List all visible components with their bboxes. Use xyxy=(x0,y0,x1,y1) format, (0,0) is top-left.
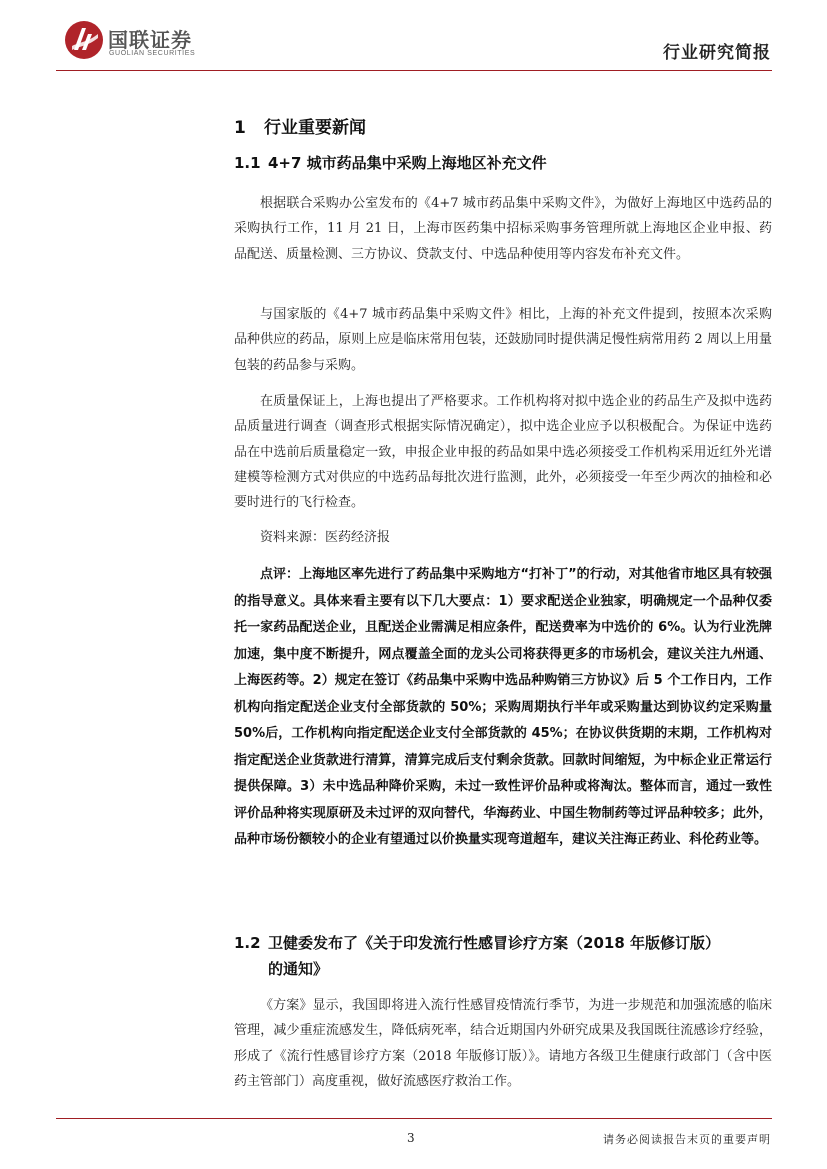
source-note: 资料来源：医药经济报 xyxy=(260,530,391,545)
logo-text-cn: 国联证券 xyxy=(108,28,192,52)
disclaimer-note: 请务必阅读报告末页的重要声明 xyxy=(603,1133,771,1146)
page-header xyxy=(0,0,827,76)
paragraph: 《方案》显示，我国即将进入流行性感冒疫情流行季节，为进一步规范和加强流感的临床管理，减少重症流感发生，降低病死率，结合近期国内外研究成果及我国既往流感诊疗经验，形成了《流行性感冒诊疗方案（2018 年版修订版）》。请地方各级卫生健康行政部门（含中医药主管部门）高度重视，做好流感医疗救治工作。 xyxy=(234,998,772,1089)
section-1-2-heading xyxy=(234,930,720,982)
section-number: 1.1 xyxy=(234,154,261,172)
header-divider xyxy=(56,70,772,71)
section-number: 1 xyxy=(234,118,246,138)
paragraph: 根据联合采购办公室发布的《4+7 城市药品集中采购文件》，为做好上海地区中选药品的采购执行工作，11 月 21 日，上海市医药集中招标采购事务管理所就上海地区企业申报、药品配送、质量检测、三方协议、贷款支付、中选品种使用等内容发布补充文件。 xyxy=(234,196,772,262)
section-title-line2: 的通知》 xyxy=(268,960,329,978)
section-1-heading xyxy=(234,113,366,138)
footer-divider xyxy=(56,1118,772,1119)
report-type-label: 行业研究简报 xyxy=(663,43,771,63)
company-logo xyxy=(64,20,234,64)
section-title: 行业重要新闻 xyxy=(264,118,366,138)
section-title: 4+7 城市药品集中采购上海地区补充文件 xyxy=(268,154,547,172)
analyst-comment: 点评：上海地区率先进行了药品集中采购地方“打补丁”的行动，对其他省市地区具有较强的指导意义。具体来看主要有以下几大要点：1）要求配送企业独家，明确规定一个品种仅委托一家药品配送企业，且配送企业需满足相应条件，配送费率为中选价的 6%。认为行业洗牌加速，集中度不断提升，网点覆盖全面的龙头公司将获得更多的市场机会，建议关注九州通、上海医药等。2）规定在签订《药品集中采购中选品种购销三方协议》后 5 个工作日内，工作机构向指定配送企业支付全部货款的 50%；采购周期执行半年或采购量达到协议约定采购量 50%后，工作机构向指定配送企业支付全部货款的 45%；在协议供货期的末期，工作机构对指定配送企业货款进行清算，清算完成后支付剩余货款。回款时间缩短，为中标企业正常运行提供保障。3）未中选品种降价采购，未过一致性评价品种或将淘汰。整体而言，通过一致性评价品种将实现原研及未过评的双向替代，华海药业、中国生物制药等过评品种较多；此外，品种市场份额较小的企业有望通过以价换量实现弯道超车，建议关注海正药业、科伦药业等。 xyxy=(234,567,772,847)
paragraph: 与国家版的《4+7 城市药品集中采购文件》相比，上海的补充文件提到，按照本次采购品种供应的药品，原则上应是临床常用包装，还鼓励同时提供满足慢性病常用药 2 周以上用量包装的药品参与采购。 xyxy=(234,307,772,373)
section-number: 1.2 xyxy=(234,934,261,952)
section-1-1-heading xyxy=(234,150,547,176)
section-title-line1: 卫健委发布了《关于印发流行性感冒诊疗方案（2018 年版修订版） xyxy=(268,934,720,952)
paragraph: 在质量保证上，上海也提出了严格要求。工作机构将对拟中选企业的药品生产及拟中选药品质量进行调查（调查形式根据实际情况确定），拟中选企业应予以积极配合。为保证中选药品在中选前后质量稳定一致，申报企业申报的药品如果中选必须接受工作机构采用近红外光谱建模等检测方式对供应的中选药品每批次进行监测，此外，必须接受一年至少两次的抽检和必要时进行的飞行检查。 xyxy=(234,394,772,511)
page-number: 3 xyxy=(407,1131,415,1145)
logo-text-en: GUOLIAN SECURITIES xyxy=(109,50,196,57)
logo-mark-icon xyxy=(64,20,104,60)
